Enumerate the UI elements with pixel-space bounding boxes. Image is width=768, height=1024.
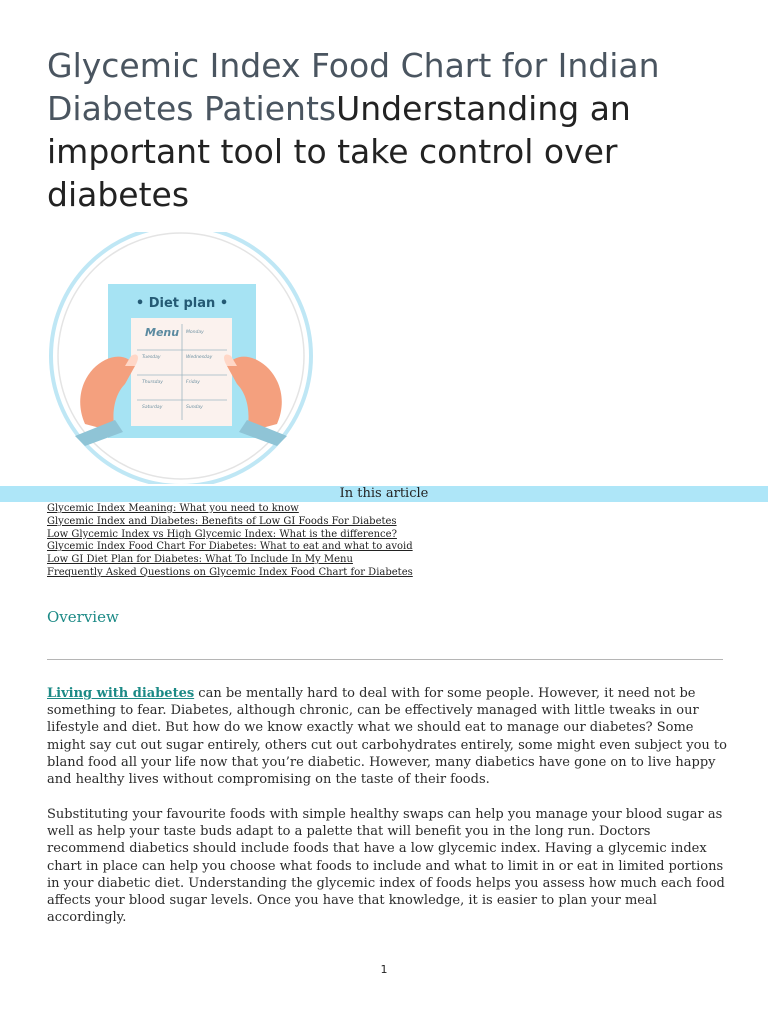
toc-heading: In this article: [339, 486, 429, 501]
toc-item: [47, 567, 413, 580]
diet-plan-illustration: [45, 232, 317, 484]
menu-label: Menu: [145, 326, 180, 339]
menu-day-tuesday: Tuesday: [142, 355, 161, 360]
toc-link-low-vs-high[interactable]: Low Glycemic Index vs High Glycemic Index: What is the difference?: [47, 528, 397, 540]
toc-link-diet-plan[interactable]: Low GI Diet Plan for Diabetes: What To Include In My Menu: [47, 554, 353, 566]
toc-item: [47, 541, 413, 554]
menu-day-monday: Monday: [186, 330, 204, 335]
title-part-2: Understanding an important tool to take control over diabetes: [47, 89, 631, 214]
overview-paragraph-1: [47, 685, 727, 788]
overview-heading: Overview: [47, 608, 119, 626]
toc-heading-bar: [0, 486, 768, 502]
menu-day-saturday: Saturday: [142, 405, 163, 410]
living-with-diabetes-link[interactable]: Living with diabetes: [47, 686, 195, 701]
diet-plan-title: • Diet plan •: [135, 296, 229, 311]
toc-item: [47, 529, 413, 542]
toc-list: [47, 503, 413, 580]
toc-item: [47, 503, 413, 516]
page-number: 1: [380, 963, 388, 976]
section-divider: [47, 659, 723, 660]
menu-day-friday: Friday: [186, 380, 200, 385]
menu-day-wednesday: Wednesday: [186, 355, 213, 360]
toc-link-faq[interactable]: Frequently Asked Questions on Glycemic Index Food Chart for Diabetes: [47, 566, 413, 578]
toc-link-gi-benefits[interactable]: Glycemic Index and Diabetes: Benefits of Low GI Foods For Diabetes: [47, 515, 397, 527]
toc-link-food-chart[interactable]: Glycemic Index Food Chart For Diabetes: What to eat and what to avoid: [47, 541, 413, 553]
title-part-1: Glycemic Index Food Chart for Indian Diabetes Patients: [47, 46, 660, 128]
toc-item: [47, 516, 413, 529]
overview-paragraph-2: Substituting your favourite foods with simple healthy swaps can help you manage your blood sugar as well as help your taste buds adapt to a palette that will benefit you in the long run. Doctors recommend diabetics should include foods that have a low glycemic index. Having a glycemic index chart in place can help you choose what foods to include and what to limit in or eat in limited portions in your diabetic diet. Understanding the glycemic index of foods helps you assess how much each food affects your blood sugar levels. Once you have that knowledge, it is easier to plan your meal accordingly.: [47, 807, 725, 926]
menu-day-sunday: Sunday: [186, 405, 203, 410]
menu-day-thursday: Thursday: [142, 380, 163, 385]
overview-paragraph-1-text: can be mentally hard to deal with for some people. However, it need not be something to fear. Diabetes, although chronic, can be effectively managed with little tweaks in our lifestyle and diet. But how do we know exactly what we should eat to manage our diabetes? Some might say cut out sugar entirely, others cut out carbohydrates entirely, some might even subject you to bland food all your life now that you’re diabetic. However, many diabetics have gone on to live happy and healthy lives without compromising on the taste of their foods.: [47, 686, 727, 788]
toc-item: [47, 554, 413, 567]
toc-link-gi-meaning[interactable]: Glycemic Index Meaning: What you need to know: [47, 503, 299, 514]
page-title: [47, 44, 737, 216]
